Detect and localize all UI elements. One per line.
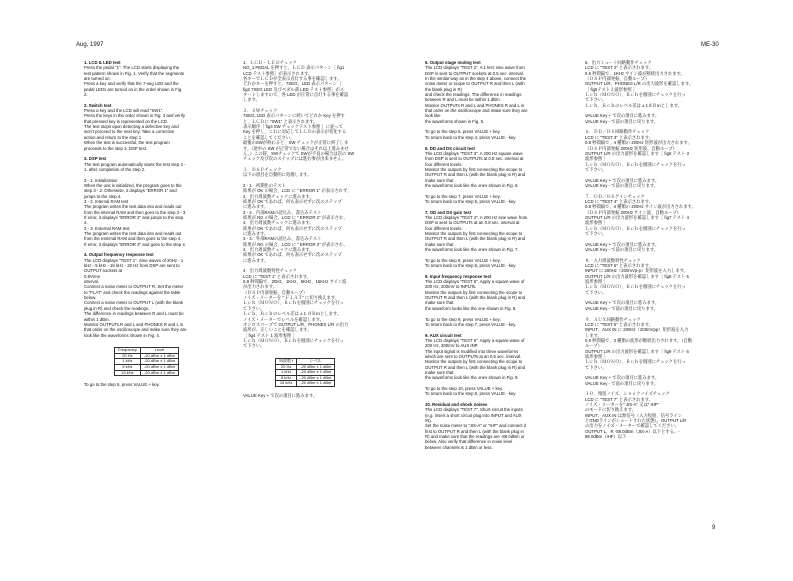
text-line: VALUE Key + で次の項目に進みます。	[585, 113, 660, 119]
text-line: The LCD displays "TEST 5". Apply a square wave of	[425, 279, 525, 285]
text-line: four different levels.	[425, 225, 463, 231]
text-line: LCD に "TEST 1" と表示されます。	[243, 273, 312, 279]
text-line: ３．ＤＳＰチェック	[243, 166, 282, 172]
section	[585, 194, 731, 237]
text-line: 以下の項目を自動的に処理します。	[243, 172, 312, 178]
text-line: The LCD displays "TEST 2". A 1 kHz sine wave from	[425, 65, 525, 71]
text-line: R) and make sure that the readings are -88.0dBm or	[425, 434, 525, 440]
table-header-cell: 周波数 f	[276, 358, 297, 364]
text-line: す。（途中の SW が正常でない場合はそれ以上進みませ	[243, 145, 349, 151]
spacer	[243, 349, 405, 354]
section	[585, 129, 731, 172]
text-line: The program writes the test data into and reads out	[84, 204, 182, 210]
text-line: When the test is successful, the test program	[84, 140, 170, 146]
text-line: Ｌｃｈ（ＭＯＮＯ）、Ｒｃｈを個別にチェックを行っ	[585, 92, 686, 98]
text-line: 結果が OK であれば、何も表示せずに次のステップ	[243, 225, 342, 231]
column-4	[585, 60, 731, 445]
text-line: ８．入力周波数特性チェック	[585, 257, 641, 263]
text-line: Monitor the outputs by first connecting the scope to	[425, 231, 523, 236]
text-line: て下さい。	[585, 231, 607, 236]
text-line: NO_1 PEDAL を押すと、ＬＣＤ 表示パターン［ fig1	[243, 65, 345, 71]
table-header-cell: Frequency	[115, 348, 141, 354]
text-line: action and return to the step 1.	[84, 134, 143, 140]
text-line: kHz - 5 kHz - 15 kHz - 20 Hz from DSP are sent to	[84, 263, 180, 269]
section	[243, 108, 405, 161]
text-line: the blank plug in R)	[425, 86, 463, 92]
text-line: と、ＬＣＤに "SW1" と表示されます。	[243, 118, 318, 124]
section	[425, 194, 577, 205]
text-line: 4．出力周波数チェックに進みます。	[243, 193, 314, 199]
text-line: 1．ＬＣＤ・ＬＥＤチェック	[243, 60, 297, 65]
text-line: interval.	[84, 279, 100, 285]
text-line: Monitor the outputs by first connecting the scope to	[425, 166, 523, 172]
text-line: VALUE Key + で次の項目に進みます。	[243, 392, 318, 398]
text-line: （ＤＳＰ内部発振 200Hz 矩形波、自動ループ）	[585, 145, 677, 151]
text-line: します。	[585, 332, 602, 338]
text-line: The LCD displays "TEST 1". Sine waves of 20Hz - 1	[84, 257, 184, 263]
table-cell: -20 dBm ± 1 dBm	[297, 364, 335, 370]
table-cell: -20 dBm ± 1 dBm	[140, 353, 178, 359]
text-line: 3 - 3. External RAM test	[84, 225, 130, 231]
text-line: To return back to the step 6, press VALUE - key.	[425, 263, 517, 269]
text-line: between channels is 1 dBm or less.	[425, 444, 493, 450]
text-line: VALUE Key - で前の項目に戻ります。	[585, 182, 659, 188]
text-line: The input signal is modified into three waveforms	[425, 348, 519, 354]
section	[585, 178, 731, 189]
section	[425, 146, 577, 189]
text-line: OUTPUT R and then L (with the blank plug in R) and	[425, 236, 526, 242]
text-line: LCD に "TEST 2" と表示されます。	[585, 65, 654, 71]
section	[425, 210, 577, 253]
table-cell: -20 dBm ± 1 dBm	[140, 359, 178, 365]
text-line: the waveforms look like the ones shown in Fig. 7.	[425, 247, 519, 253]
text-line: To return back to the step 7, press VALUE - key.	[425, 321, 517, 327]
text-line: の出力をノイズ・メーターで確認してください。	[585, 423, 680, 429]
section	[585, 60, 731, 108]
page-number: 9	[712, 525, 716, 531]
text-line: （ＤＳＰ内部発振、自動ループ）	[243, 289, 308, 295]
table-cell: 15 kHz	[276, 381, 297, 387]
text-line: OUTPUT L/R の出力波形を確認します［ fig7 テスト 4	[585, 214, 689, 220]
text-line: jumps to the step 4.	[84, 193, 122, 199]
text-line: 200 Hz, 200mV to INPUTs.	[425, 284, 477, 290]
table-cell: -20 dBm ± 1 dBm	[297, 375, 335, 381]
text-line: from the external RAM and then goes to the step 4.	[84, 236, 182, 242]
section	[84, 178, 230, 247]
text-line: ノイズ・メーターでレベルを確認します。	[243, 316, 324, 322]
spacer	[425, 450, 577, 455]
text-line: のモードに切り換えます。	[585, 407, 637, 413]
text-line: below. Also verify that difference in noise level	[425, 439, 513, 445]
text-line: To go to the step 6, press VALUE + key.	[425, 129, 501, 135]
text-line: １０．残留ノイズ、ショックノイズチェック	[585, 391, 670, 397]
text-line: Ｌｃｈ（ＭＯＮＯ）、Ｒｃｈを個別にチェックを行っ	[243, 337, 344, 343]
text-line: 0.8 秒間隔で、20Hz、1KHz、5KHz、15KHz サイン波	[243, 279, 347, 285]
text-line: To return back to the step 4, press VALUE - key.	[425, 134, 517, 140]
text-line: Ｌｃｈ、Ｒｃｈのレベル差は ± 1 ｄＢｍとします。	[243, 311, 342, 317]
text-line: Ｌｃｈ（ＭＯＮＯ）、Ｒｃｈを個別にチェックを行っ	[585, 161, 686, 167]
section	[585, 391, 731, 439]
level-table	[275, 358, 335, 387]
text-line: The LCD displays "TEST 6". Apply a square wave of	[425, 337, 525, 343]
text-line: に進みます。	[243, 257, 269, 263]
text-line: INPUT に 200Hz（200mVp-p）矩形波を入力します。	[585, 268, 688, 274]
text-line: 3 - 1. Initialization	[84, 177, 118, 183]
text-line: に進みます。	[243, 204, 269, 210]
text-line: four different levels.	[425, 161, 463, 167]
text-line: ６．ＤＤ／ＤＳ回路動作チェック	[585, 129, 650, 135]
text-line: て下さい。	[585, 97, 607, 103]
text-line: test pattern shown in Fig. 1. Verify that the segments	[84, 70, 185, 76]
text-line: （ＤＳＰ内部発振、自動ループ）	[585, 76, 650, 82]
text-line: ループ）	[585, 343, 603, 349]
text-line: 波形参照 ］	[585, 353, 608, 359]
section	[585, 300, 731, 311]
text-line: below.	[84, 295, 97, 301]
section-title: 7. OD and DS gain test	[425, 209, 472, 215]
table-cell: -20 dBm ± 1 dBm	[140, 365, 178, 371]
text-line: Press the pedal "1". The LCD starts displaying the	[84, 65, 180, 71]
header-model: ME-30	[701, 42, 719, 48]
text-line: 200 Hz, 200mV to AUX INP.	[425, 343, 479, 349]
text-line: 4.	[84, 220, 88, 226]
text-line: VALUE Key - で前の項目に戻ります。	[585, 380, 659, 386]
text-line: Monitor the outputs by first connecting the scope to	[425, 289, 523, 295]
text-line: Ｌｃｈ（ＭＯＮＯ）、Ｒｃｈを個別にチェックを行っ	[585, 284, 686, 290]
text-line: OUTPUT L，R -88.0dBm（JIS-A）以下とする。-	[585, 428, 680, 434]
text-line: the waveforms look like the ones shown in Fig. 9.	[425, 375, 519, 381]
table-cell: 1 kHz	[115, 359, 141, 365]
text-line: To go to the step 9, press VALUE + key.	[425, 316, 501, 322]
text-line: OUTPUT sockets at	[84, 268, 123, 274]
text-line: 3 - 2. Internal RAM test	[84, 198, 129, 204]
text-line: The LCD displays "TEST 3". A 200 Hz square wave	[425, 150, 523, 156]
text-line: オシロスコープで OUTPUT L/R、PHONES L/R の出力	[243, 321, 349, 327]
spacer	[585, 439, 731, 444]
text-line: します。	[243, 97, 260, 103]
text-line: て下さい。	[243, 305, 265, 311]
text-line: IN).	[425, 418, 432, 424]
text-line: ９．ＡＵＸ回路動作チェック	[585, 316, 641, 322]
text-line: て下さい。	[585, 166, 607, 172]
text-line: 結果が OK の場合、LCD に " ERROR 1" が表示されず、	[243, 188, 352, 194]
section	[425, 60, 577, 124]
text-line: To go to the step 7, press VALUE + key.	[425, 193, 501, 199]
text-line: 7SEG, LED 表示パターンに続いてどれか Key を押す	[243, 113, 345, 119]
text-line: LCD に "TEST 4" と表示されます。	[585, 198, 654, 204]
text-line: The program writes the test data into and reads out	[84, 231, 182, 236]
text-line: OUTPUT L/R、PHONES L/R の出力波形を確認します。	[585, 81, 694, 87]
text-line: チェック及び次のステップには進む事が出来ません。	[243, 156, 347, 162]
text-line: Press a key and verify that the 7-seg LED and the	[84, 81, 179, 87]
section-title: 1. LCD & LED test	[84, 60, 121, 65]
text-line: pedal LEDs are turned on in the order shown in Fig.	[84, 86, 183, 92]
text-line: 88.0dBm（IHF）以下	[585, 434, 627, 440]
text-line: from DSP is sent to OUTPUTs at 0.8 sec. interval at	[425, 156, 524, 162]
text-line: that pressed key is represented on the LCD.	[84, 118, 169, 124]
text-line: 結果が OK であれば、何も表示せずに次のステップ	[243, 198, 342, 204]
text-line: OUTPUT L/R の出力波形を確認します［ fig6 テスト 3	[585, 150, 689, 156]
text-line: noise meter or scope to OUTPUT R and then L (with	[425, 81, 525, 87]
text-line: OUTPUT L/R の出力波形を確認します［ fig9 テスト 6	[585, 348, 689, 354]
text-line: Connect a noise meter to OUTPUT L (with the blank	[84, 300, 184, 306]
text-line: Ｌｃｈ（ＭＯＮＯ）、Ｒｃｈを個別にチェックを行っ	[243, 300, 344, 306]
section	[425, 317, 577, 328]
text-line: 3 - 1．初期化のテスト	[243, 182, 286, 188]
text-line: from the internal RAM and then goes to the step 3 - 3.	[84, 209, 187, 215]
text-line: に進みます。	[243, 231, 269, 236]
text-line: LCD テスト参照］が表示されます。	[243, 70, 313, 76]
spacer	[84, 338, 230, 343]
text-line: Monitor OUTPUTs R and L and PHONES R and L in	[84, 321, 184, 327]
text-line: 1. after completion of the step 2.	[84, 166, 146, 172]
section-title: 3. DSP test	[84, 156, 107, 162]
table-cell: 5 kHz	[276, 375, 297, 381]
text-line: ［ fig4 テスト 1 波形参照 ］	[243, 332, 297, 338]
text-line: Press a key and the LCD will read "SW1".	[84, 108, 164, 114]
text-line: Ｌｃｈ（ＭＯＮＯ）、Ｒｃｈを個別にチェックを行っ	[585, 359, 686, 365]
table-row	[276, 381, 335, 387]
table-cell: 20 Hz	[276, 364, 297, 370]
text-line: (e.g. insert a short circuit plug into INPUT and AUX	[425, 412, 522, 418]
section	[243, 167, 405, 178]
text-line: 表示順序［ fig3 SW チェックテスト参照 ］に従って	[243, 124, 343, 130]
text-line: 結果が NG の場合、LCD に " ERROR 2" が表示され、	[243, 214, 348, 220]
text-line: If error, it displays "ERROR 3" and goes to the step 4.	[84, 241, 186, 247]
section	[84, 103, 230, 151]
table-cell: -20 dBm ± 1 dBm	[140, 370, 178, 376]
text-line: 結果が NG の場合、LCD に " ERROR 3" が表示され、	[243, 241, 348, 247]
section	[425, 333, 577, 381]
section	[425, 386, 577, 397]
text-line: proceeds to the step 3. DSP test.	[84, 145, 147, 151]
header-date: Aug, 1997	[76, 42, 104, 48]
text-line: とGNDラインがショートされた状態）。OUTPUT L/R	[585, 418, 687, 424]
text-line: OUTPUT L/R の出力波形を確認します［ fig8 テスト 5	[585, 273, 689, 279]
text-line: VALUE Key - で前の項目に戻ります。	[585, 247, 659, 253]
text-line: VALUE Key - で前の項目に戻ります。	[585, 118, 659, 124]
text-line: look like	[425, 113, 441, 119]
text-line: Set the noise meter to "JIS-A" or "IHF" and connect it	[425, 423, 526, 429]
text-line: The test program automatically starts the test step 3 -	[84, 161, 186, 167]
text-line: VALUE Key + で次の項目に進みます。	[585, 300, 660, 306]
text-line: are turned on.	[84, 76, 111, 82]
text-line: To go to the step 8, press VALUE + key.	[425, 257, 501, 263]
text-line: look like the waveforms shown in Fig. 4.	[84, 332, 160, 338]
section-title: 4. Output frequency response test	[84, 252, 154, 258]
text-line: Monitor OUTPUTs R and L and PHONES R and L in	[425, 102, 525, 108]
text-line: To return back to the step 5, press VALUE - key.	[425, 198, 517, 204]
text-line: LCD に "TEST 3" と表示されます。	[585, 134, 654, 140]
text-line: どれかキーを押すと、7SEG、LED 表示パターン［	[243, 81, 342, 87]
text-line: （ＤＳＰ内部発振 200Hz サイン波、自動ループ）	[585, 209, 681, 215]
section	[425, 129, 577, 140]
text-line: 0.5 秒間隔で、3 種類の波形が断続出力されます。（自動	[585, 337, 692, 343]
text-line: て下さい。	[585, 289, 607, 295]
text-line: to "FLAT" and check the readings against the table	[84, 289, 181, 295]
section	[84, 60, 230, 97]
table-cell: 15 kHz	[115, 370, 141, 376]
text-line: DSP is sent to OUTPUT sockets at 0.5 sec. interval.	[425, 70, 524, 76]
text-line: タートしますので、各 LED が正常に点灯する事を確認	[243, 92, 349, 98]
section-title: 2. Switch test	[84, 102, 112, 108]
column-3	[425, 60, 577, 455]
text-line: 結果が OK であれば、何も表示せずに次のステップ	[243, 252, 342, 258]
text-line: In the similar way as in the step 4 above, connect the	[425, 76, 527, 82]
table-header-cell: レベル	[297, 358, 335, 364]
table-cell: -20 dBm ± 1 dBm	[297, 381, 335, 387]
section	[243, 268, 405, 348]
section	[585, 242, 731, 253]
text-line: OUTPUT R and then L (with the blank plug in R) and	[425, 172, 526, 178]
table-header-cell: Level	[140, 348, 178, 354]
section	[425, 258, 577, 269]
column-1	[84, 60, 230, 388]
table-cell: 20 Hz	[115, 353, 141, 359]
text-line: ん。）この時、SWチェックで SWが不良の場合は次の SW	[243, 150, 355, 156]
text-line: 0.8Vrms	[84, 273, 100, 279]
text-line: VALUE Key + で次の項目に進みます。	[585, 241, 660, 247]
text-line: 0.5 秒間隔で、1KHz サイン波が断続出力されます。	[585, 70, 685, 76]
text-line: VALUE Key + で次の項目に進みます。	[585, 177, 660, 183]
text-line: ノイズ・メーターを" JIS-A" 又は" IHF"	[585, 402, 659, 407]
text-line: INPUT，AUX IN に 200Hz（200mVpp）矩形波を入力	[585, 327, 689, 333]
text-line: 波形参照 ］	[585, 156, 608, 162]
section-title: 9. AUX circuit test	[425, 332, 462, 338]
section	[84, 156, 230, 172]
text-line: Monitor the outputs by first connecting the scope to	[425, 359, 523, 365]
text-line: The difference in readings between R and L must be	[84, 311, 184, 317]
text-line: 3 - 2．内部RAMの読込み、書込みテスト	[243, 209, 322, 215]
text-line: OUTPUT R and then L (with the blank plug in R) and	[425, 295, 526, 301]
section	[585, 113, 731, 124]
text-line: To go to the step 5, press VALUE + key.	[84, 382, 160, 388]
text-line: て下さい。	[243, 343, 265, 349]
text-line: LCD に "TEST 5" と表示されます。	[585, 263, 654, 269]
text-line: 5．出力ミュート回路動作チェック	[585, 60, 652, 65]
text-line: 波形が、正しいことを確認します。	[243, 327, 312, 333]
text-line: ノイズ・メーターを " ＦＬＡＴ" に切り換えます。	[243, 295, 340, 301]
text-line: which are sent to OUTPUTs at an 0.5 sec. interval.	[425, 353, 522, 359]
text-line: To return back to the step 8, press VALUE - key.	[425, 391, 517, 397]
text-line: The LCD displays "TEST 7". Short-circuit the inputs	[425, 407, 523, 413]
text-line: Connect a noise meter to OUTPUT R. Set the meter	[84, 284, 184, 290]
text-line: step 3 - 2. Otherwise, it displays "ERROR 1" and	[84, 188, 177, 194]
text-line: VALUE Key + で次の項目に進みます。	[585, 375, 660, 381]
section-title: 8. Input frequency response test	[425, 273, 492, 279]
text-line: The test stops upon detecting a defective key and	[84, 124, 179, 130]
column-2	[243, 60, 405, 398]
text-line: Press the keys in the order shown in Fig. 3 and verify	[84, 113, 186, 119]
text-line: To go to the step 10, press VALUE + key.	[425, 385, 504, 391]
section	[425, 274, 577, 311]
section-title: 6. DD and DS circuit test	[425, 145, 475, 151]
text-line: Key を押し、これに対応してＬＣＤの表示が変化する	[243, 129, 347, 135]
text-line: LCD に "TEST 6" と表示されます。	[585, 321, 654, 327]
section-title: 10. Residual and shock noises	[425, 402, 488, 407]
level-table	[114, 347, 179, 376]
text-line: 4．出力周波数特性チェック	[243, 268, 297, 274]
text-line: 波形参照 ］	[585, 279, 608, 285]
text-line: ［ fig5テスト２波形参照 ］	[585, 86, 638, 92]
text-line: within 1 dBm.	[84, 316, 110, 322]
table-row	[115, 370, 179, 376]
section-title: 5. Output stage muting test	[425, 60, 481, 65]
text-line: 4．出力周波数チェックに進みます。	[243, 247, 314, 253]
text-line: INPUT，AUX IN は無信号（入力短絡、信号ライン	[585, 412, 683, 418]
text-line: and check the readings. The difference in readings	[425, 92, 522, 98]
text-line: The LCD displays "TEST 4". A 200 Hz sine wave from	[425, 214, 528, 220]
section	[243, 60, 405, 103]
text-line: OUTPUT R and then L (with the blank plug in R) and	[425, 364, 526, 370]
text-line: make sure that	[425, 369, 454, 375]
text-line: fig2 7SEG LED 及びペダル部 LED テスト参照］がス	[243, 86, 345, 92]
text-line: 2.	[84, 92, 88, 98]
text-line: between R and L must be within 1 dBm.	[425, 97, 501, 103]
section	[585, 258, 731, 295]
text-line: the waveforms look like the ones shown in Fig. 6.	[425, 182, 519, 188]
section	[585, 317, 731, 370]
text-line: make sure that	[425, 241, 454, 247]
text-line: 各キーでＬＣＤが全表示点灯する事を確認します。	[243, 76, 342, 82]
table-cell: 1 kHz	[276, 370, 297, 376]
text-line: make sure that	[425, 300, 454, 306]
section	[425, 402, 577, 450]
text-line: first to OUTPUT R and then L (with the blank plug in	[425, 428, 524, 434]
text-line: plug in R) and check the readings.	[84, 305, 150, 311]
text-line: If error, it displays "ERROR 2" and jumps to the step	[84, 214, 184, 220]
text-line: 3 - 3．外部RAMの読込み、書込みテスト	[243, 236, 322, 242]
text-line: て下さい。	[585, 364, 607, 370]
text-line: that order on the oscilloscope and make sure they are	[425, 108, 528, 114]
text-line: が出力されます。	[243, 284, 278, 290]
text-line: the waveforms shown in Fig. 5.	[425, 118, 485, 124]
text-line: Ｌｃｈ（ＭＯＮＯ）、Ｒｃｈを個別にチェックを行っ	[585, 225, 686, 231]
text-line: that order on the oscilloscope and make sure they are	[84, 327, 187, 333]
text-line: 波形参照 ］	[585, 220, 608, 226]
text-line: won't proceed to the next key. Take a corrective	[84, 129, 175, 135]
text-line: the waveform looks like the one shown in Fig. 8.	[425, 305, 517, 311]
section	[243, 183, 405, 263]
text-line: 4．出力周波数チェックに進みます。	[243, 220, 314, 226]
text-line: 0.8 秒間隔で、4 種類の 200Hz 矩形波が出力されます。	[585, 140, 692, 146]
text-line: ２．ＳＷチェック	[243, 108, 278, 114]
text-line: Ｌｃｈ，Ｒｃｈのレベル差は ± 1ｄＢｍとします。	[585, 102, 683, 108]
table-cell: 5 kHz	[115, 365, 141, 371]
text-line: 0.8 秒間隔で、4 種類の 200Hz サイン波が出力されます。	[585, 204, 696, 210]
text-line: LCD に "TEST 7" と表示されます。	[585, 396, 654, 402]
text-line: When the unit is initialized, the program goes to the	[84, 182, 182, 188]
section	[585, 375, 731, 386]
text-line: ことを確認してください。	[243, 134, 295, 140]
text-line: ７．ＯＤ／ＤＳゲインチェック	[585, 193, 645, 199]
section	[84, 252, 230, 338]
text-line: DSP is sent to OUTPUTs at an 0.8 sec. interval at	[425, 220, 520, 226]
text-line: 最後のSWが終わると、SW チェックが正常に終了しま	[243, 140, 349, 146]
text-line: VALUE Key - で前の項目に戻ります。	[585, 305, 659, 311]
text-line: make sure that	[425, 177, 454, 183]
table-cell: -20 dBm ± 1 dBm	[297, 370, 335, 376]
